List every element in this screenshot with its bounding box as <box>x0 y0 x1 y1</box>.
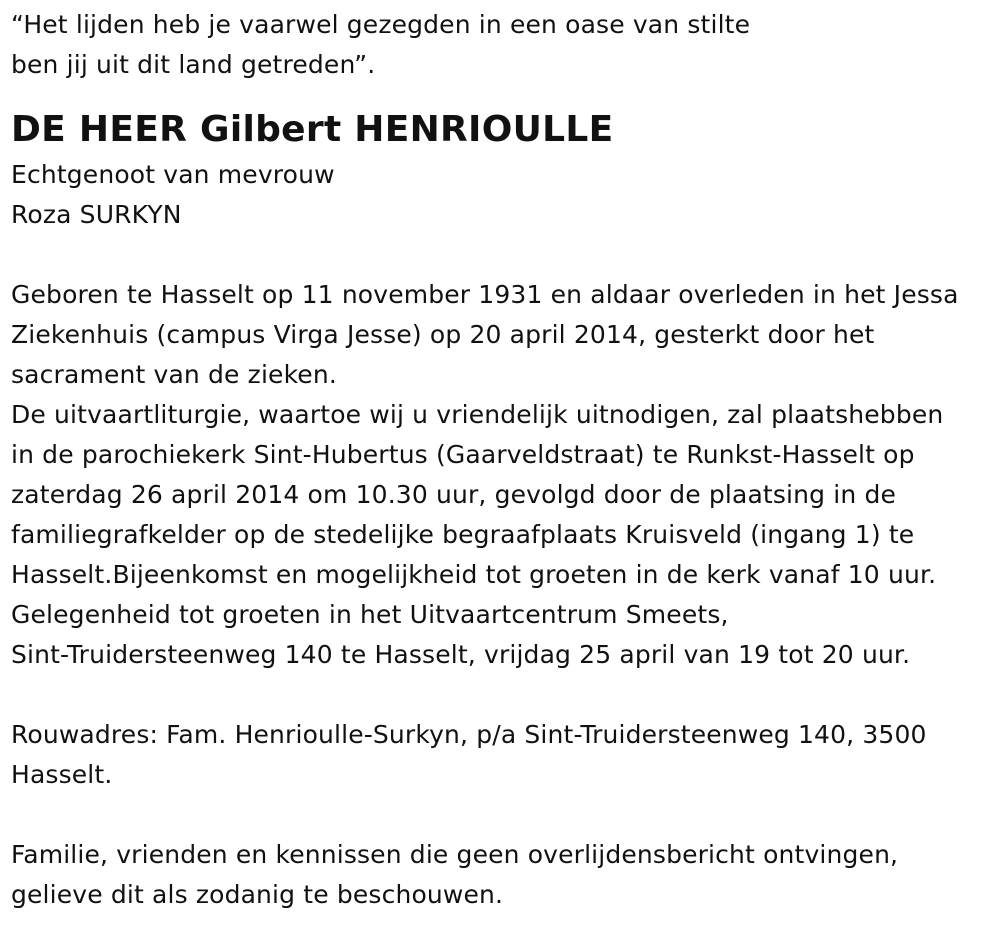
spacer <box>11 675 991 715</box>
details-line: De uitvaartliturgie, waartoe wij u vriendelijk uitnodigen, zal plaatshebben <box>11 400 944 429</box>
closing-line: gelieve dit als zodanig te beschouwen. <box>11 880 504 909</box>
closing-line: Familie, vrienden en kennissen die geen overlijdensbericht ontvingen, <box>11 840 899 869</box>
details-line: in de parochiekerk Sint-Hubertus (Gaarveldstraat) te Runkst-Hasselt op <box>11 440 915 469</box>
quote-line: “Het lijden heb je vaarwel gezegden in een oase van stilte <box>11 10 751 39</box>
details-line: Geboren te Hasselt op 11 november 1931 en aldaar overleden in het Jessa <box>11 280 959 309</box>
spacer <box>11 235 991 275</box>
details-line: familiegrafkelder op de stedelijke begraafplaats Kruisveld (ingang 1) te <box>11 520 915 549</box>
details-line: Hasselt.Bijeenkomst en mogelijkheid tot groeten in de kerk vanaf 10 uur. <box>11 560 937 589</box>
address-line: Rouwadres: Fam. Henrioulle-Surkyn, p/a Sint-Truidersteenweg 140, 3500 <box>11 720 927 749</box>
spouse-block <box>11 155 991 235</box>
spouse-line: Roza SURKYN <box>11 200 182 229</box>
details-line: Gelegenheid tot groeten in het Uitvaartcentrum Smeets, <box>11 600 729 629</box>
mourning-address <box>11 715 991 795</box>
details-paragraph <box>11 275 991 675</box>
obituary-notice <box>11 0 991 915</box>
details-line: sacrament van de zieken. <box>11 360 337 389</box>
details-line: Ziekenhuis (campus Virga Jesse) op 20 april 2014, gesterkt door het <box>11 320 875 349</box>
spouse-line: Echtgenoot van mevrouw <box>11 160 335 189</box>
spacer <box>11 795 991 835</box>
address-line: Hasselt. <box>11 760 113 789</box>
quote-line: ben jij uit dit land getreden”. <box>11 50 376 79</box>
opening-quote <box>11 5 991 85</box>
details-line: Sint-Truidersteenweg 140 te Hasselt, vrijdag 25 april van 19 tot 20 uur. <box>11 640 911 669</box>
closing-paragraph <box>11 835 991 915</box>
details-line: zaterdag 26 april 2014 om 10.30 uur, gevolgd door de plaatsing in de <box>11 480 897 509</box>
deceased-name-title: DE HEER Gilbert HENRIOULLE <box>11 109 614 150</box>
